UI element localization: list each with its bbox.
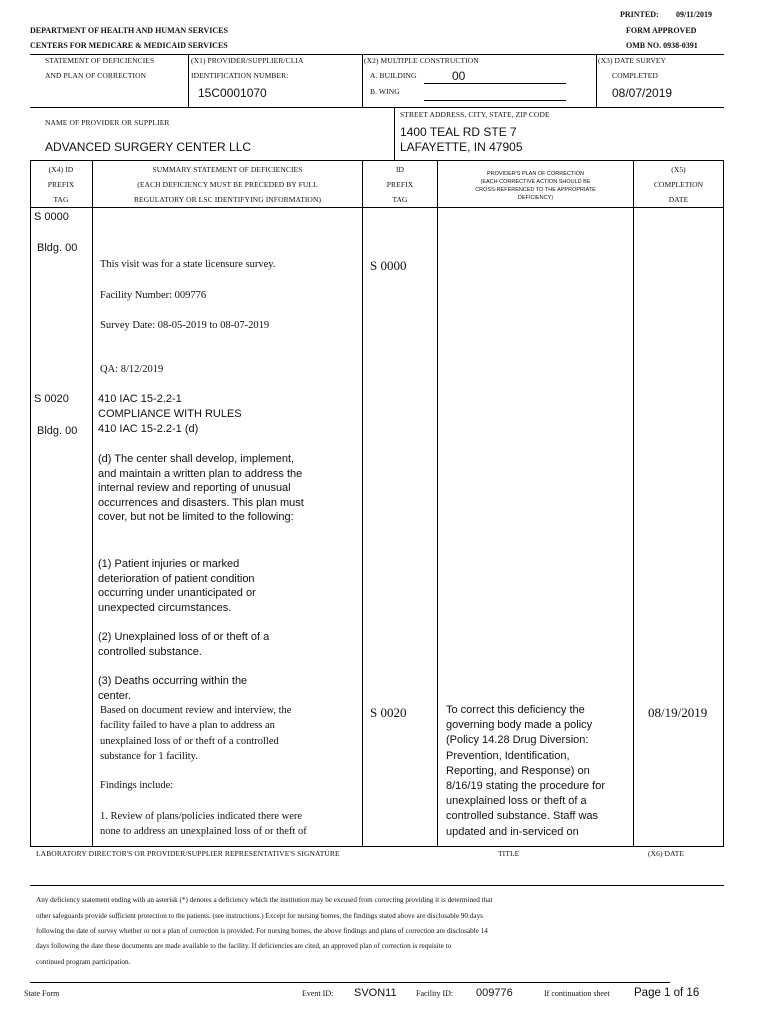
finding-line: facility failed to have a plan to address an — [100, 720, 275, 731]
table-bottom-border — [30, 846, 724, 847]
provider-name: ADVANCED SURGERY CENTER LLC — [45, 140, 252, 154]
divider — [188, 54, 189, 107]
header-bottom-border — [30, 207, 724, 208]
id-tag: TAG — [392, 195, 408, 204]
rule-title: COMPLIANCE WITH RULES — [98, 408, 242, 420]
finding-line: substance for 1 facility. — [100, 751, 198, 762]
col-divider — [633, 160, 634, 846]
x3-label: (X3) DATE SURVEY — [598, 56, 667, 65]
x4-label: (X4) ID — [48, 165, 74, 174]
top-border — [30, 54, 724, 55]
left-border — [30, 160, 31, 846]
title-label: TITLE — [498, 849, 520, 858]
id-prefix: PREFIX — [386, 180, 414, 189]
summary-heading: SUMMARY STATEMENT OF DEFICIENCIES — [152, 165, 303, 174]
address-label: STREET ADDRESS, CITY, STATE, ZIP CODE — [400, 110, 550, 119]
disclaimer-line: other safeguards provide sufficient protection to the patients. (see instructions.) Except for nursing homes, the findings stated above are disclosable 90 days — [36, 912, 483, 920]
event-id-label: Event ID: — [302, 989, 334, 998]
rule-number: 410 IAC 15-2.2-1 — [98, 393, 182, 405]
provider-id: 15C0001070 — [198, 86, 267, 100]
visit-text: This visit was for a state licensure survey. — [100, 259, 276, 270]
state-form-label: State Form — [24, 989, 60, 998]
continuation-label: If continuation sheet — [544, 989, 610, 998]
divider — [596, 54, 597, 107]
summary-subheading: (EACH DEFICIENCY MUST BE PRECEDED BY FULL — [137, 180, 318, 189]
divider — [394, 107, 395, 160]
provider-name-label: NAME OF PROVIDER OR SUPPLIER — [45, 118, 170, 127]
plan-of-correction: To correct this deficiency the governing body made a policy (Policy 14.28 Drug Diversion: Prevention, Identification, Reporting, and Response) on 8/16/19 stating the procedure for unexplained loss or theft of a controlled substance. Staff was updated and in-serviced on — [446, 704, 605, 838]
disclaimer-line: Any deficiency statement ending with an asterisk (*) denotes a deficiency which the institution may be excused from correcting providing it is determined that — [36, 896, 493, 904]
footer-rule — [30, 982, 670, 983]
rule-paragraph-d: (d) The center shall develop, implement, and maintain a written plan to address the internal review and reporting of unusual occurrences and disasters. This plan must cover, but not be limited to the following: — [98, 453, 304, 524]
findings-include: Findings include: — [100, 780, 174, 791]
finding-line: none to address an unexplained loss of or theft of — [100, 826, 307, 837]
plan-subheading: CROSS-REFERENCED TO THE APPROPRIATE — [475, 187, 596, 193]
divider — [30, 160, 724, 161]
date-completed: 08/07/2019 — [612, 86, 673, 100]
event-id: SVON11 — [354, 987, 397, 999]
finding-line: 1. Review of plans/policies indicated there were — [100, 811, 303, 822]
printed-label: PRINTED: — [620, 10, 659, 19]
id-s0020: S 0020 — [370, 705, 407, 720]
address-line1: 1400 TEAL RD STE 7 — [400, 125, 517, 139]
plan-label: AND PLAN OF CORRECTION — [45, 71, 147, 80]
qa-date: QA: 8/12/2019 — [100, 364, 164, 375]
facility-id: 009776 — [476, 987, 513, 999]
rule-paragraph-3: (3) Deaths occurring within the center. — [98, 675, 248, 702]
facility-id-label: Facility ID: — [416, 989, 454, 998]
form-approved: FORM APPROVED — [626, 26, 697, 35]
disclaimer-line: following the date of survey whether or not a plan of correction is provided. For nursing homes, the above findings and plans of correction are disclosable 14 — [36, 927, 488, 935]
building-underline — [424, 83, 566, 84]
plan-subheading: (EACH CORRECTIVE ACTION SHOULD BE — [480, 179, 591, 185]
building-tag: Bldg. 00 — [37, 425, 78, 437]
x4-prefix: PREFIX — [47, 180, 75, 189]
wing-label: B. WING — [370, 87, 400, 96]
tag-s0000: S 0000 — [34, 211, 69, 223]
x5-label: (X5) — [671, 165, 686, 174]
id-label: ID — [395, 165, 405, 174]
rule-paragraph-2: (2) Unexplained loss of or theft of a controlled substance. — [98, 631, 270, 658]
x2-label: (X2) MULTIPLE CONSTRUCTION — [364, 56, 479, 65]
summary-subheading: REGULATORY OR LSC IDENTIFYING INFORMATION) — [133, 195, 322, 204]
divider — [30, 107, 724, 108]
finding-line: unexplained loss of or theft of a controlled — [100, 736, 279, 747]
divider — [362, 54, 363, 107]
plan-heading: PROVIDER'S PLAN OF CORRECTION — [486, 171, 584, 177]
col-divider — [92, 160, 93, 846]
x6-date-label: (X6) DATE — [648, 849, 685, 858]
address-line2: LAFAYETTE, IN 47905 — [400, 140, 523, 154]
rule-citation: 410 IAC 15-2.2-1 (d) — [98, 423, 199, 435]
disclaimer-line: days following the date these documents are made available to the facility. If deficiencies are cited, an approved plan of correction is requisite to — [36, 942, 452, 950]
id-s0000: S 0000 — [370, 258, 407, 273]
director-signature-label: LABORATORY DIRECTOR'S OR PROVIDER/SUPPLIER REPRESENTATIVE'S SIGNATURE — [36, 849, 340, 858]
right-border — [723, 160, 724, 846]
completed-label: COMPLETED — [612, 71, 658, 80]
page-number: Page 1 of 16 — [634, 987, 700, 999]
col-divider — [437, 160, 438, 846]
date-label: DATE — [668, 195, 689, 204]
statement-label: STATEMENT OF DEFICIENCIES — [45, 56, 155, 65]
disclaimer-line: continued program participation. — [36, 958, 131, 966]
x4-tag: TAG — [53, 195, 69, 204]
finding-line: Based on document review and interview, the — [100, 705, 292, 716]
facility-number: Facility Number: 009776 — [100, 290, 207, 301]
signature-rule — [30, 885, 724, 886]
department-heading: DEPARTMENT OF HEALTH AND HUMAN SERVICES — [30, 26, 228, 35]
tag-s0020: S 0020 — [34, 393, 69, 405]
printed-date: 09/11/2019 — [676, 10, 713, 19]
completion-date: 08/19/2019 — [648, 705, 708, 720]
building-label: A. BUILDING — [370, 71, 417, 80]
rule-paragraph-1: (1) Patient injuries or marked deterioration of patient condition occurring under unanticipated or unexpected circumstances. — [98, 558, 256, 614]
plan-subheading: DEFICIENCY) — [517, 195, 554, 201]
building-tag: Bldg. 00 — [37, 242, 78, 254]
building-value: 00 — [452, 69, 466, 83]
survey-date: Survey Date: 08-05-2019 to 08-07-2019 — [100, 320, 270, 331]
col-divider — [362, 160, 363, 846]
centers-heading: CENTERS FOR MEDICARE & MEDICAID SERVICES — [30, 41, 228, 50]
omb-number: OMB NO. 0938-0391 — [626, 41, 698, 50]
x1-label: (X1) PROVIDER/SUPPLIER/CLIA — [191, 56, 304, 65]
wing-underline — [424, 100, 566, 101]
identification-label: IDENTIFICATION NUMBER: — [191, 71, 289, 80]
completion-label: COMPLETION — [653, 180, 704, 189]
